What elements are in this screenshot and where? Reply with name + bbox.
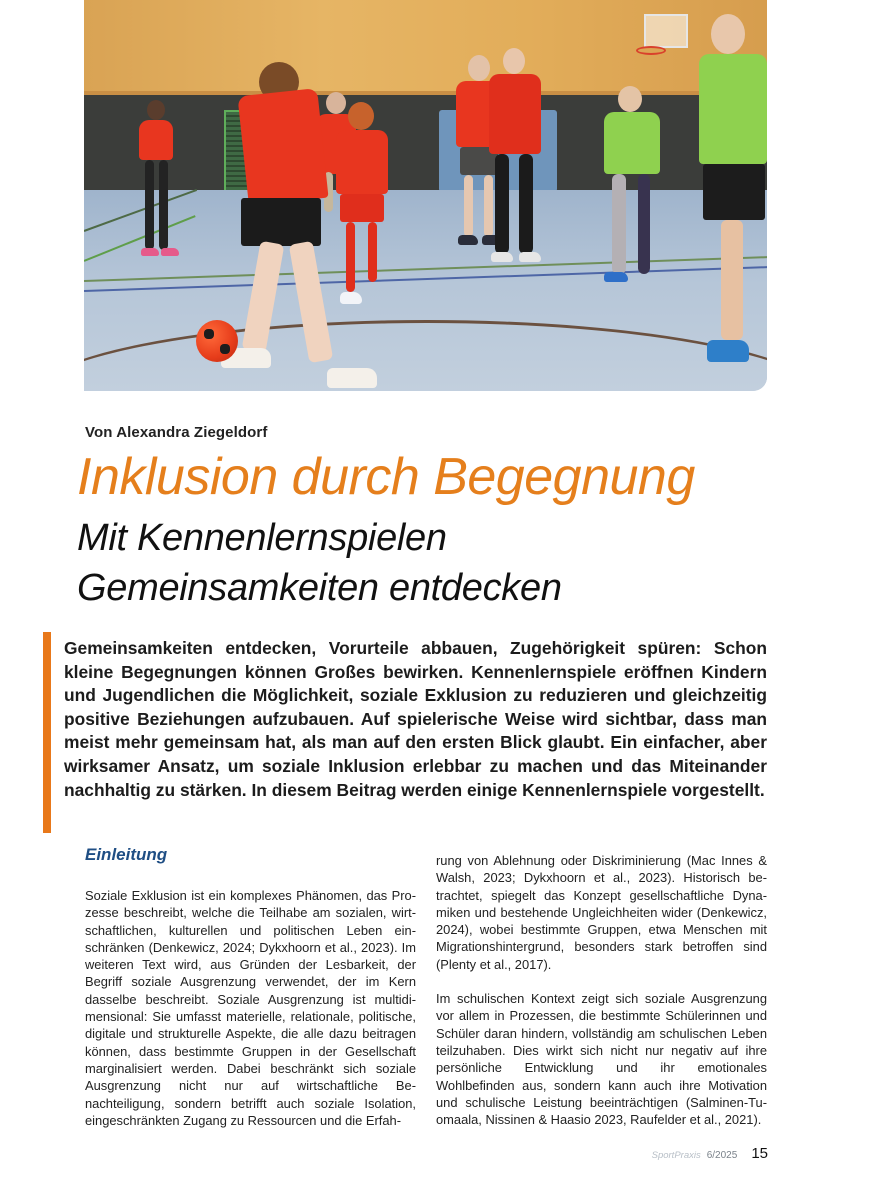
basketball-backboard xyxy=(644,14,688,48)
basketball-hoop xyxy=(636,46,666,55)
body-paragraph: rung von Ablehnung oder Diskriminierung (Mac Innes & Walsh, 2023; Dykxhoorn et al., 2023). Historisch betrachtet, spiegelt das Konzept gesellschaftliche Dynamiken und bestehende Ungleichheiten wider (Denkewicz, 2024), wobei bestimmte Gruppen, etwa Menschen mit Migrationshintergrund, besonders stark betroffen sind (Plenty et al., 2017). xyxy=(436,853,767,972)
section-heading-einleitung: Einleitung xyxy=(85,845,168,864)
article-title: Inklusion durch Begegnung xyxy=(77,448,695,506)
body-paragraph: Im schulischen Kontext zeigt sich soziale Ausgrenzung vor allem in Prozessen, die bestimmte Schülerinnen und Schüler daran hindern, vollständig am schulischen Leben teilzuhaben. Dies wirkt sich nicht nur negativ auf ihre persönliche Entwicklung und ihr emotionales Wohlbefinden aus, sondern kann auch ihre Motivation und schulische Leistung beeinträchtigen (Salminen-Tuomaala, Nissinen & Haasio 2023, Raufelder et al., 2021). xyxy=(436,991,767,1128)
subtitle-line-2: Gemeinsamkeiten entdecken xyxy=(77,567,562,609)
page-footer xyxy=(652,1145,768,1162)
hall-wainscot xyxy=(84,95,767,195)
football xyxy=(196,320,238,362)
issue-number: 6/2025 xyxy=(706,1150,738,1161)
body-column-1 xyxy=(85,887,416,1129)
hero-photo xyxy=(84,0,767,391)
lead-accent-bar xyxy=(43,632,51,833)
lead-paragraph: Gemeinsamkeiten entdecken, Vorurteile abbauen, Zugehörigkeit spüren: Schon kleine Begegnungen können Großes bewirken. Kennenlernspiele eröffnen Kindern und Jugendlichen die Möglichkeit, soziale Exklusion zu reduzieren und gleichzeitig positive Beziehungen aufzubauen. Auf spielerische Weise wird sichtbar, dass man meist mehr gemeinsam hat, als man auf den ersten Blick glaubt. Ein einfacher, aber wirksamer Ansatz, um soziale Inklusion erlebbar zu machen und das Miteinander nachhaltig zu stärken. In diesem Beitrag werden einige Kennenlernspiele vorgestellt. xyxy=(64,638,767,800)
article-subtitle xyxy=(77,513,562,613)
byline: Von Alexandra Ziegeldorf xyxy=(85,424,268,441)
page-number: 15 xyxy=(751,1145,768,1162)
body-column-2 xyxy=(436,852,767,1128)
magazine-name: SportPraxis xyxy=(651,1150,701,1161)
body-paragraph: Soziale Exklusion ist ein komplexes Phänomen, das Prozesse beschreibt, welche die Teilhabe am sozialen, wirtschaftlichen, kulturellen und politischen Leben einschränken (Denkewicz, 2024; Dykxhoorn et al., 2023). Im weiteren Text wird, aus Gründen der Lesbarkeit, der Begriff soziale Ausgrenzung verwendet, der im Kern dasselbe beschreibt. Soziale Ausgrenzung ist multidimensional: Sie umfasst materielle, relationale, politische, digitale und strukturelle Aspekte, die alle dazu beitragen können, dass bestimmte Gruppen in der Gesellschaft marginalisiert werden. Dabei beschränkt sich soziale Ausgrenzung nicht nur auf wirtschaftliche Benachteiligung, sondern betrifft auch soziale Isolation, eingeschränkten Zugang zu Ressourcen und die Erfah- xyxy=(85,888,416,1128)
subtitle-line-1: Mit Kennenlernspielen xyxy=(77,517,447,559)
